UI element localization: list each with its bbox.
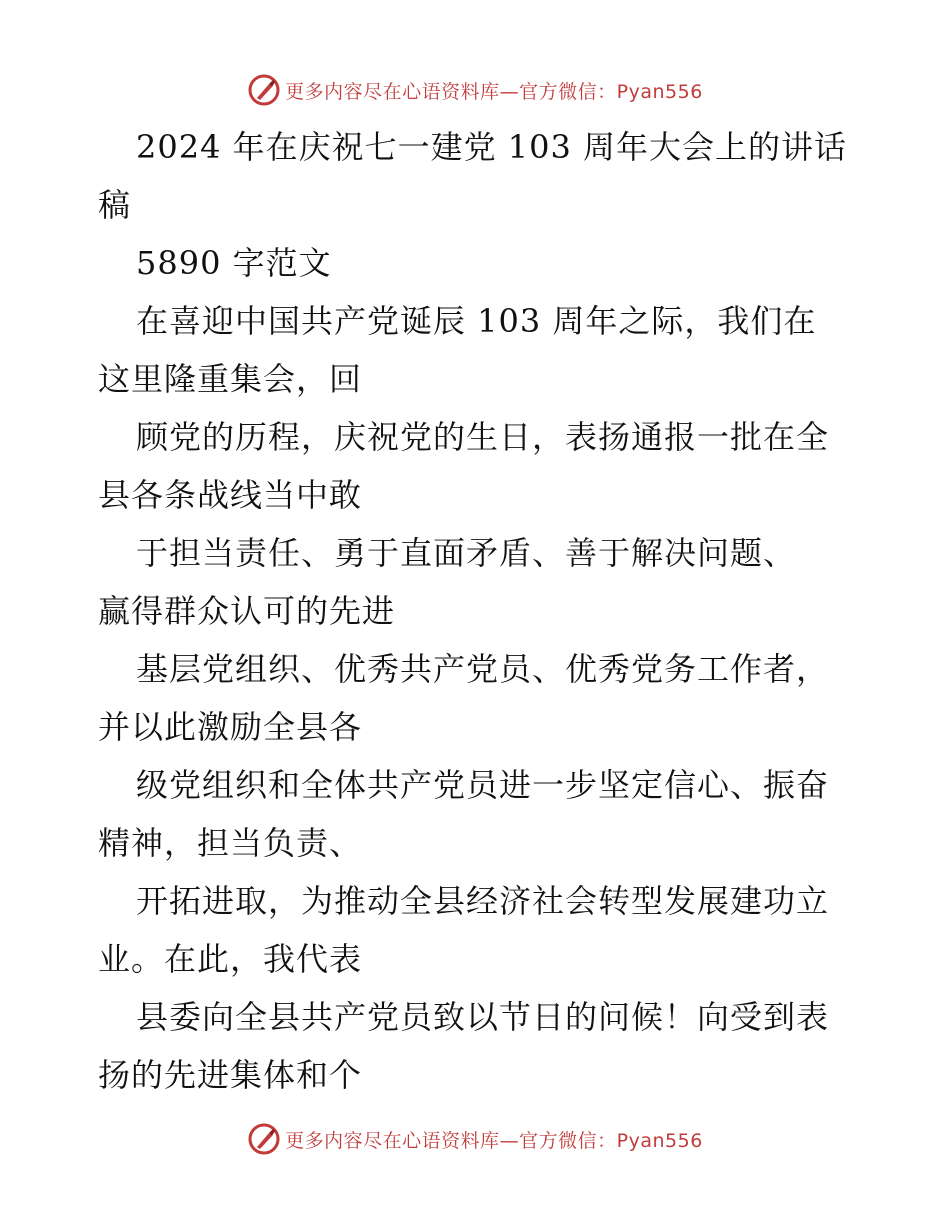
header-watermark [0,70,950,110]
text-line: 赢得群众认可的先进 [98,592,396,630]
text-line: 并以此激励全县各 [98,708,363,746]
text-line: 基层党组织、优秀共产党员、优秀党务工作者， [136,650,830,688]
text-line: 在喜迎中国共产党诞辰 103 周年之际，我们在 [136,302,817,340]
pen-logo-icon [247,73,281,107]
pen-logo-icon [247,1122,281,1156]
text-line: 县委向全县共产党员致以节日的问候！向受到表 [136,998,830,1036]
text-line: 业。在此，我代表 [98,940,363,978]
text-line: 顾党的历程，庆祝党的生日，表扬通报一批在全 [136,418,830,456]
footer-watermark [0,1119,950,1159]
footer-watermark-text: 更多内容尽在心语资料库—官方微信：Pyan556 [285,1129,703,1152]
document-body [98,118,858,1104]
text-line: 于担当责任、勇于直面矛盾、善于解决问题、 [136,534,797,572]
header-watermark-text: 更多内容尽在心语资料库—官方微信：Pyan556 [285,80,703,103]
text-line: 精神，担当负责、 [98,824,363,862]
text-line: 县各条战线当中敢 [98,476,363,514]
text-line: 级党组织和全体共产党员进一步坚定信心、振奋 [136,766,830,804]
text-line: 稿 [98,186,132,224]
text-line: 2024 年在庆祝七一建党 103 周年大会上的讲话 [136,128,848,166]
text-line: 开拓进取，为推动全县经济社会转型发展建功立 [136,882,830,920]
text-line: 这里隆重集会，回 [98,360,363,398]
text-line: 扬的先进集体和个 [98,1056,363,1094]
text-line: 5890 字范文 [136,244,332,282]
